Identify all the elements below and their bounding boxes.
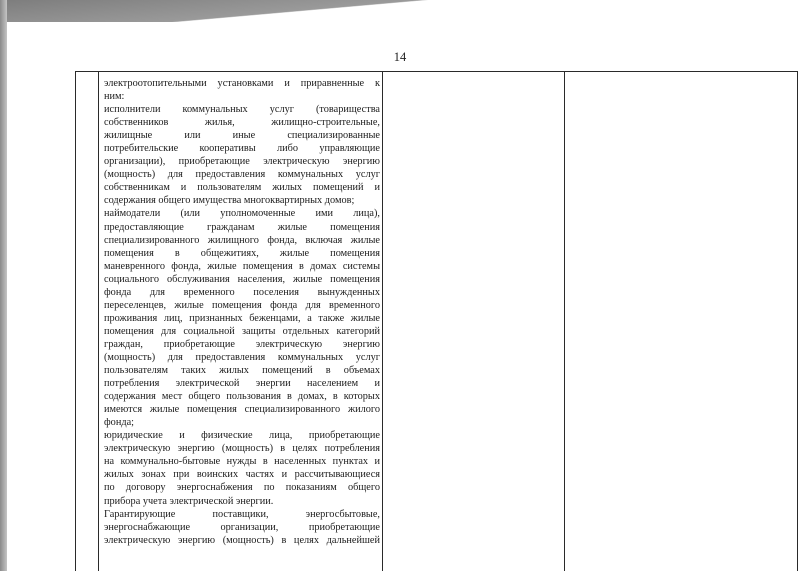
text-line: проживания лиц, признанных беженцами, а также жилые bbox=[104, 312, 380, 324]
text-line: жилищные или иные специализированные bbox=[104, 130, 380, 142]
text-line: помещения в общежитиях, жилые помещения bbox=[104, 247, 380, 259]
text-line: фонда; bbox=[104, 417, 135, 429]
text-line: жилых зонах при воинских частях и рассчитывающиеся bbox=[104, 469, 380, 481]
text-line: социального обслуживания населения, жилые помещения bbox=[104, 273, 380, 285]
text-line: наймодатели (или уполномоченные ими лица), bbox=[104, 208, 380, 220]
text-line: переселенцев, жилые помещения фонда для временного bbox=[104, 299, 380, 311]
text-line: предоставляющие гражданам жилые помещения bbox=[104, 221, 380, 233]
text-line: энергоснабжающие организации, приобретающие bbox=[104, 521, 380, 533]
table-column-border bbox=[564, 71, 565, 571]
text-line: Гарантирующие поставщики, энергосбытовые, bbox=[104, 508, 380, 520]
text-line: содержания общего имущества многоквартирных домов; bbox=[104, 195, 355, 207]
text-line: специализированного жилищного фонда, включая жилые bbox=[104, 234, 380, 246]
table-cell-text bbox=[104, 77, 380, 547]
text-line: граждан, приобретающие электрическую энергию bbox=[104, 338, 380, 350]
table-column-border bbox=[98, 71, 99, 571]
text-line: прибора учета электрической энергии. bbox=[104, 495, 274, 507]
text-line: собственников жилья, жилищно-строительные, bbox=[104, 117, 380, 129]
text-line: потребления электрической энергии населением и bbox=[104, 378, 380, 390]
text-line: потребительские кооперативы либо управляющие bbox=[104, 143, 380, 155]
scan-shadow-top bbox=[0, 0, 800, 22]
page-number: 14 bbox=[393, 50, 407, 64]
text-line: пользователям таких жилых помещений в объемах bbox=[104, 365, 380, 377]
text-line: исполнители коммунальных услуг (товарищества bbox=[104, 104, 380, 116]
text-line: организации), приобретающие электрическую энергию bbox=[104, 156, 380, 168]
text-line: электроотопительными установками и приравненные к bbox=[104, 78, 380, 89]
table-column-border bbox=[797, 71, 798, 571]
text-line: (мощность) для предоставления коммунальных услуг bbox=[104, 351, 380, 363]
table-column-border bbox=[75, 71, 76, 571]
text-line: по договору энергоснабжения по показаниям общего bbox=[104, 482, 380, 494]
text-line: (мощность) для предоставления коммунальных услуг bbox=[104, 169, 380, 181]
text-line: ним: bbox=[104, 91, 125, 103]
text-line: собственникам и пользователям жилых помещений и bbox=[104, 182, 380, 194]
table-top-border bbox=[75, 71, 798, 72]
text-line: на коммунально-бытовые нужды в населенных пунктах и bbox=[104, 456, 380, 468]
text-line: юридические и физические лица, приобретающие bbox=[104, 430, 380, 442]
text-line: маневренного фонда, жилые помещения в домах системы bbox=[104, 260, 380, 272]
text-line: фонда для временного поселения вынужденных bbox=[104, 286, 380, 298]
text-line: электрическую энергию (мощность) в целях дальнейшей bbox=[104, 534, 380, 546]
table-column-border bbox=[382, 71, 383, 571]
text-line: электрическую энергию (мощность) в целях потребления bbox=[104, 443, 380, 455]
text-line: содержания мест общего пользования в домах, в которых bbox=[104, 391, 380, 403]
scan-shadow-left bbox=[0, 0, 7, 571]
text-line: помещения для социальной защиты отдельных категорий bbox=[104, 325, 380, 337]
text-line: имеются жилые помещения специализированного жилого bbox=[104, 404, 380, 416]
